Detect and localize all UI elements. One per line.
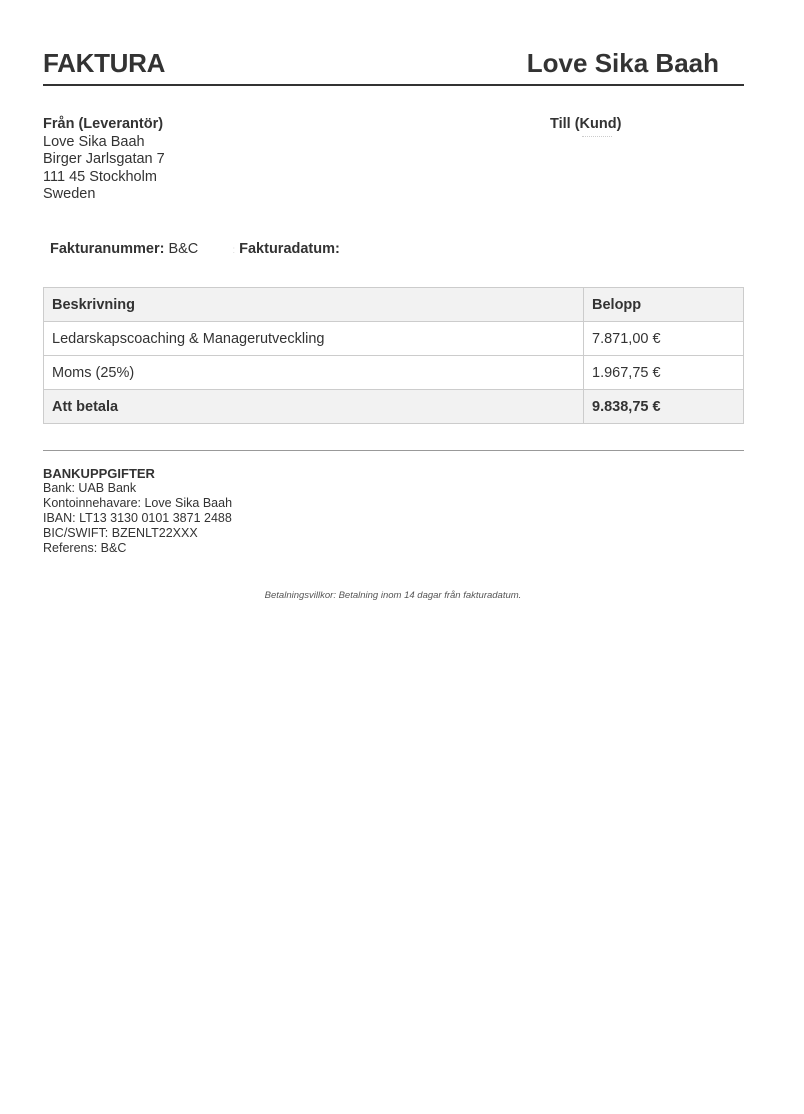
total-label: Att betala xyxy=(44,390,584,424)
account-holder: Kontoinnehavare: Love Sika Baah xyxy=(43,496,233,510)
column-header-description: Beskrivning xyxy=(44,288,584,322)
bank-heading: BANKUPPGIFTER xyxy=(43,466,155,481)
supplier-postal-city: 111 45 Stockholm xyxy=(43,168,157,185)
supplier-country: Sweden xyxy=(43,186,96,202)
row-description: Ledarskapscoaching & Managerutveckling xyxy=(44,322,584,356)
table-row xyxy=(44,322,744,356)
table-row xyxy=(44,356,744,390)
company-name: Love Sika Baah xyxy=(526,48,719,78)
document-title: FAKTURA xyxy=(43,48,166,78)
iban: IBAN: LT13 3130 0101 3871 2488 xyxy=(43,511,232,525)
bic-swift: BIC/SWIFT: BZENLT22XXX xyxy=(43,526,198,540)
total-amount: 9.838,75 € xyxy=(584,390,744,424)
invoice-date-label: Fakturadatum: xyxy=(239,241,340,257)
meta-separator-tick: : xyxy=(232,245,236,256)
customer-block xyxy=(550,116,621,143)
bank-name: Bank: UAB Bank xyxy=(43,481,137,495)
table-header-row xyxy=(44,288,744,322)
row-description: Moms (25%) xyxy=(44,356,584,390)
supplier-block xyxy=(43,116,165,204)
supplier-heading: Från (Leverantör) xyxy=(43,116,164,132)
customer-redacted-mark xyxy=(582,136,612,143)
row-amount: 7.871,00 € xyxy=(584,322,744,356)
payment-reference: Referens: B&C xyxy=(43,541,127,555)
supplier-street: Birger Jarlsgatan 7 xyxy=(43,151,165,167)
customer-heading: Till (Kund) xyxy=(550,116,622,132)
section-divider xyxy=(43,450,744,451)
invoice-number-label: Fakturanummer: xyxy=(50,241,165,257)
supplier-name: Love Sika Baah xyxy=(43,133,145,150)
total-row xyxy=(44,390,744,424)
payment-terms: Betalningsvillkor: Betalning inom 14 dagar från fakturadatum. xyxy=(264,590,522,601)
line-items-table xyxy=(43,287,744,424)
bank-details xyxy=(43,466,232,556)
invoice-header xyxy=(43,46,744,86)
invoice-number-value: B&C xyxy=(168,241,199,257)
row-amount: 1.967,75 € xyxy=(584,356,744,390)
invoice-meta xyxy=(50,241,340,257)
column-header-amount: Belopp xyxy=(584,288,744,322)
